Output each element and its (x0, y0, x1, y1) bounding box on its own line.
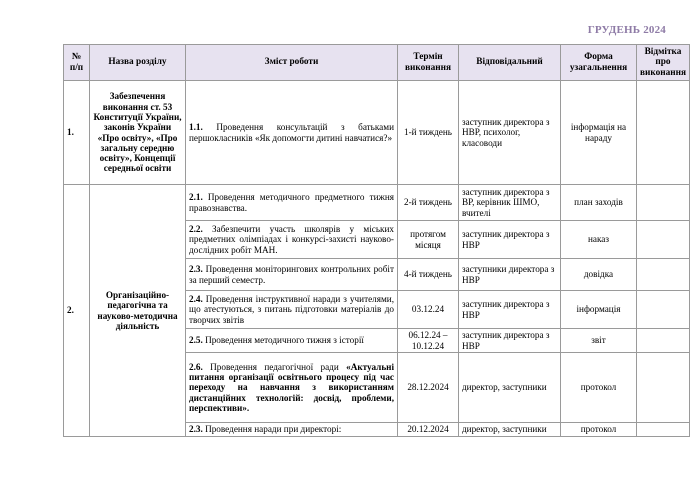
item-content (186, 221, 398, 259)
item-content (186, 81, 398, 185)
item-number: 2.5. (189, 335, 203, 346)
item-text: Проведення консультацій з батьками першокласників «Як допомогти дитині навчатися?» (189, 122, 394, 143)
item-number: 2.2. (189, 224, 203, 235)
item-mark (637, 259, 690, 291)
item-form: довідка (561, 259, 637, 291)
item-form: інформація на нараду (561, 81, 637, 185)
plan-table (63, 44, 690, 437)
header-row (64, 45, 690, 81)
item-responsible: директор, заступники (459, 423, 561, 437)
item-content (186, 259, 398, 291)
section-title: Організаційно-педагогічна та науково-методична діяльність (90, 185, 186, 437)
item-text: Проведення педагогічної ради (210, 361, 339, 372)
item-content (186, 353, 398, 423)
item-term: 03.12.24 (398, 291, 459, 329)
item-form: наказ (561, 221, 637, 259)
item-term: 06.12.24 – 10.12.24 (398, 329, 459, 353)
item-responsible: заступник директора з НВР, психолог, класоводи (459, 81, 561, 185)
item-text: Проведення методичного тижня з історії (205, 335, 364, 346)
item-number: 2.6. (189, 361, 203, 372)
item-mark (637, 329, 690, 353)
item-form: звіт (561, 329, 637, 353)
item-number: 1.1. (189, 122, 203, 133)
col-header-responsible: Відповідальний (459, 45, 561, 81)
item-text: Проведення методичного предметного тижня правознавства. (189, 192, 394, 213)
item-mark (637, 221, 690, 259)
item-responsible: заступник директора з НВР (459, 291, 561, 329)
item-mark (637, 353, 690, 423)
item-responsible: директор, заступники (459, 353, 561, 423)
item-term: 1-й тиждень (398, 81, 459, 185)
item-content (186, 329, 398, 353)
item-term: 28.12.2024 (398, 353, 459, 423)
item-number: 2.3. (189, 424, 203, 435)
item-form: протокол (561, 423, 637, 437)
item-responsible: заступник директора з ВР, керівник ШМО, вчителі (459, 185, 561, 221)
item-mark (637, 185, 690, 221)
section-number: 2. (64, 185, 90, 437)
col-header-content: Зміст роботи (186, 45, 398, 81)
item-responsible: заступник директора з НВР (459, 221, 561, 259)
col-header-section: Назва розділу (90, 45, 186, 81)
item-form: інформація (561, 291, 637, 329)
month-title: ГРУДЕНЬ 2024 (587, 24, 666, 36)
item-term: 4-й тиждень (398, 259, 459, 291)
item-text-bold: «Актуальні питання організації освітнього процесу під час переходу на навчання з використанням дистанційних технологій: досвід, проблеми, перспективи». (189, 361, 395, 413)
section-title: Забезпечення виконання ст. 53 Конституції України, законів України «Про освіту», «Про загальну середню освіту», Концепції середньої освіти (90, 81, 186, 185)
item-term: 2-й тиждень (398, 185, 459, 221)
item-text: Проведення наради при директорі: (205, 424, 342, 435)
item-form: протокол (561, 353, 637, 423)
col-header-term: Термін виконання (398, 45, 459, 81)
col-header-form: Форма узагальнення (561, 45, 637, 81)
item-form: план заходів (561, 185, 637, 221)
item-mark (637, 81, 690, 185)
item-number: 2.4. (189, 294, 203, 305)
table-row (64, 81, 690, 185)
item-responsible: заступники директора з НВР (459, 259, 561, 291)
item-mark (637, 423, 690, 437)
item-mark (637, 291, 690, 329)
item-responsible: заступник директора з НВР (459, 329, 561, 353)
item-content (186, 185, 398, 221)
table-row (64, 185, 690, 221)
item-term: 20.12.2024 (398, 423, 459, 437)
item-term: протягом місяця (398, 221, 459, 259)
item-number: 2.3. (189, 264, 203, 275)
col-header-num: № п/п (64, 45, 90, 81)
item-text: Проведення інструктивної наради з учителями, що атестуються, з питань підготовки матеріалів до творчих звітів (189, 294, 394, 325)
section-number: 1. (64, 81, 90, 185)
item-text: Проведення моніторингових контрольних робіт за перший семестр. (189, 264, 394, 285)
item-content (186, 423, 398, 437)
item-number: 2.1. (189, 192, 203, 203)
item-text: Забезпечити участь школярів у міських предметних олімпіадах і конкурсі-захисті науково-дослідних робіт МАН. (189, 224, 395, 255)
col-header-mark: Відмітка про виконання (637, 45, 690, 81)
item-content (186, 291, 398, 329)
